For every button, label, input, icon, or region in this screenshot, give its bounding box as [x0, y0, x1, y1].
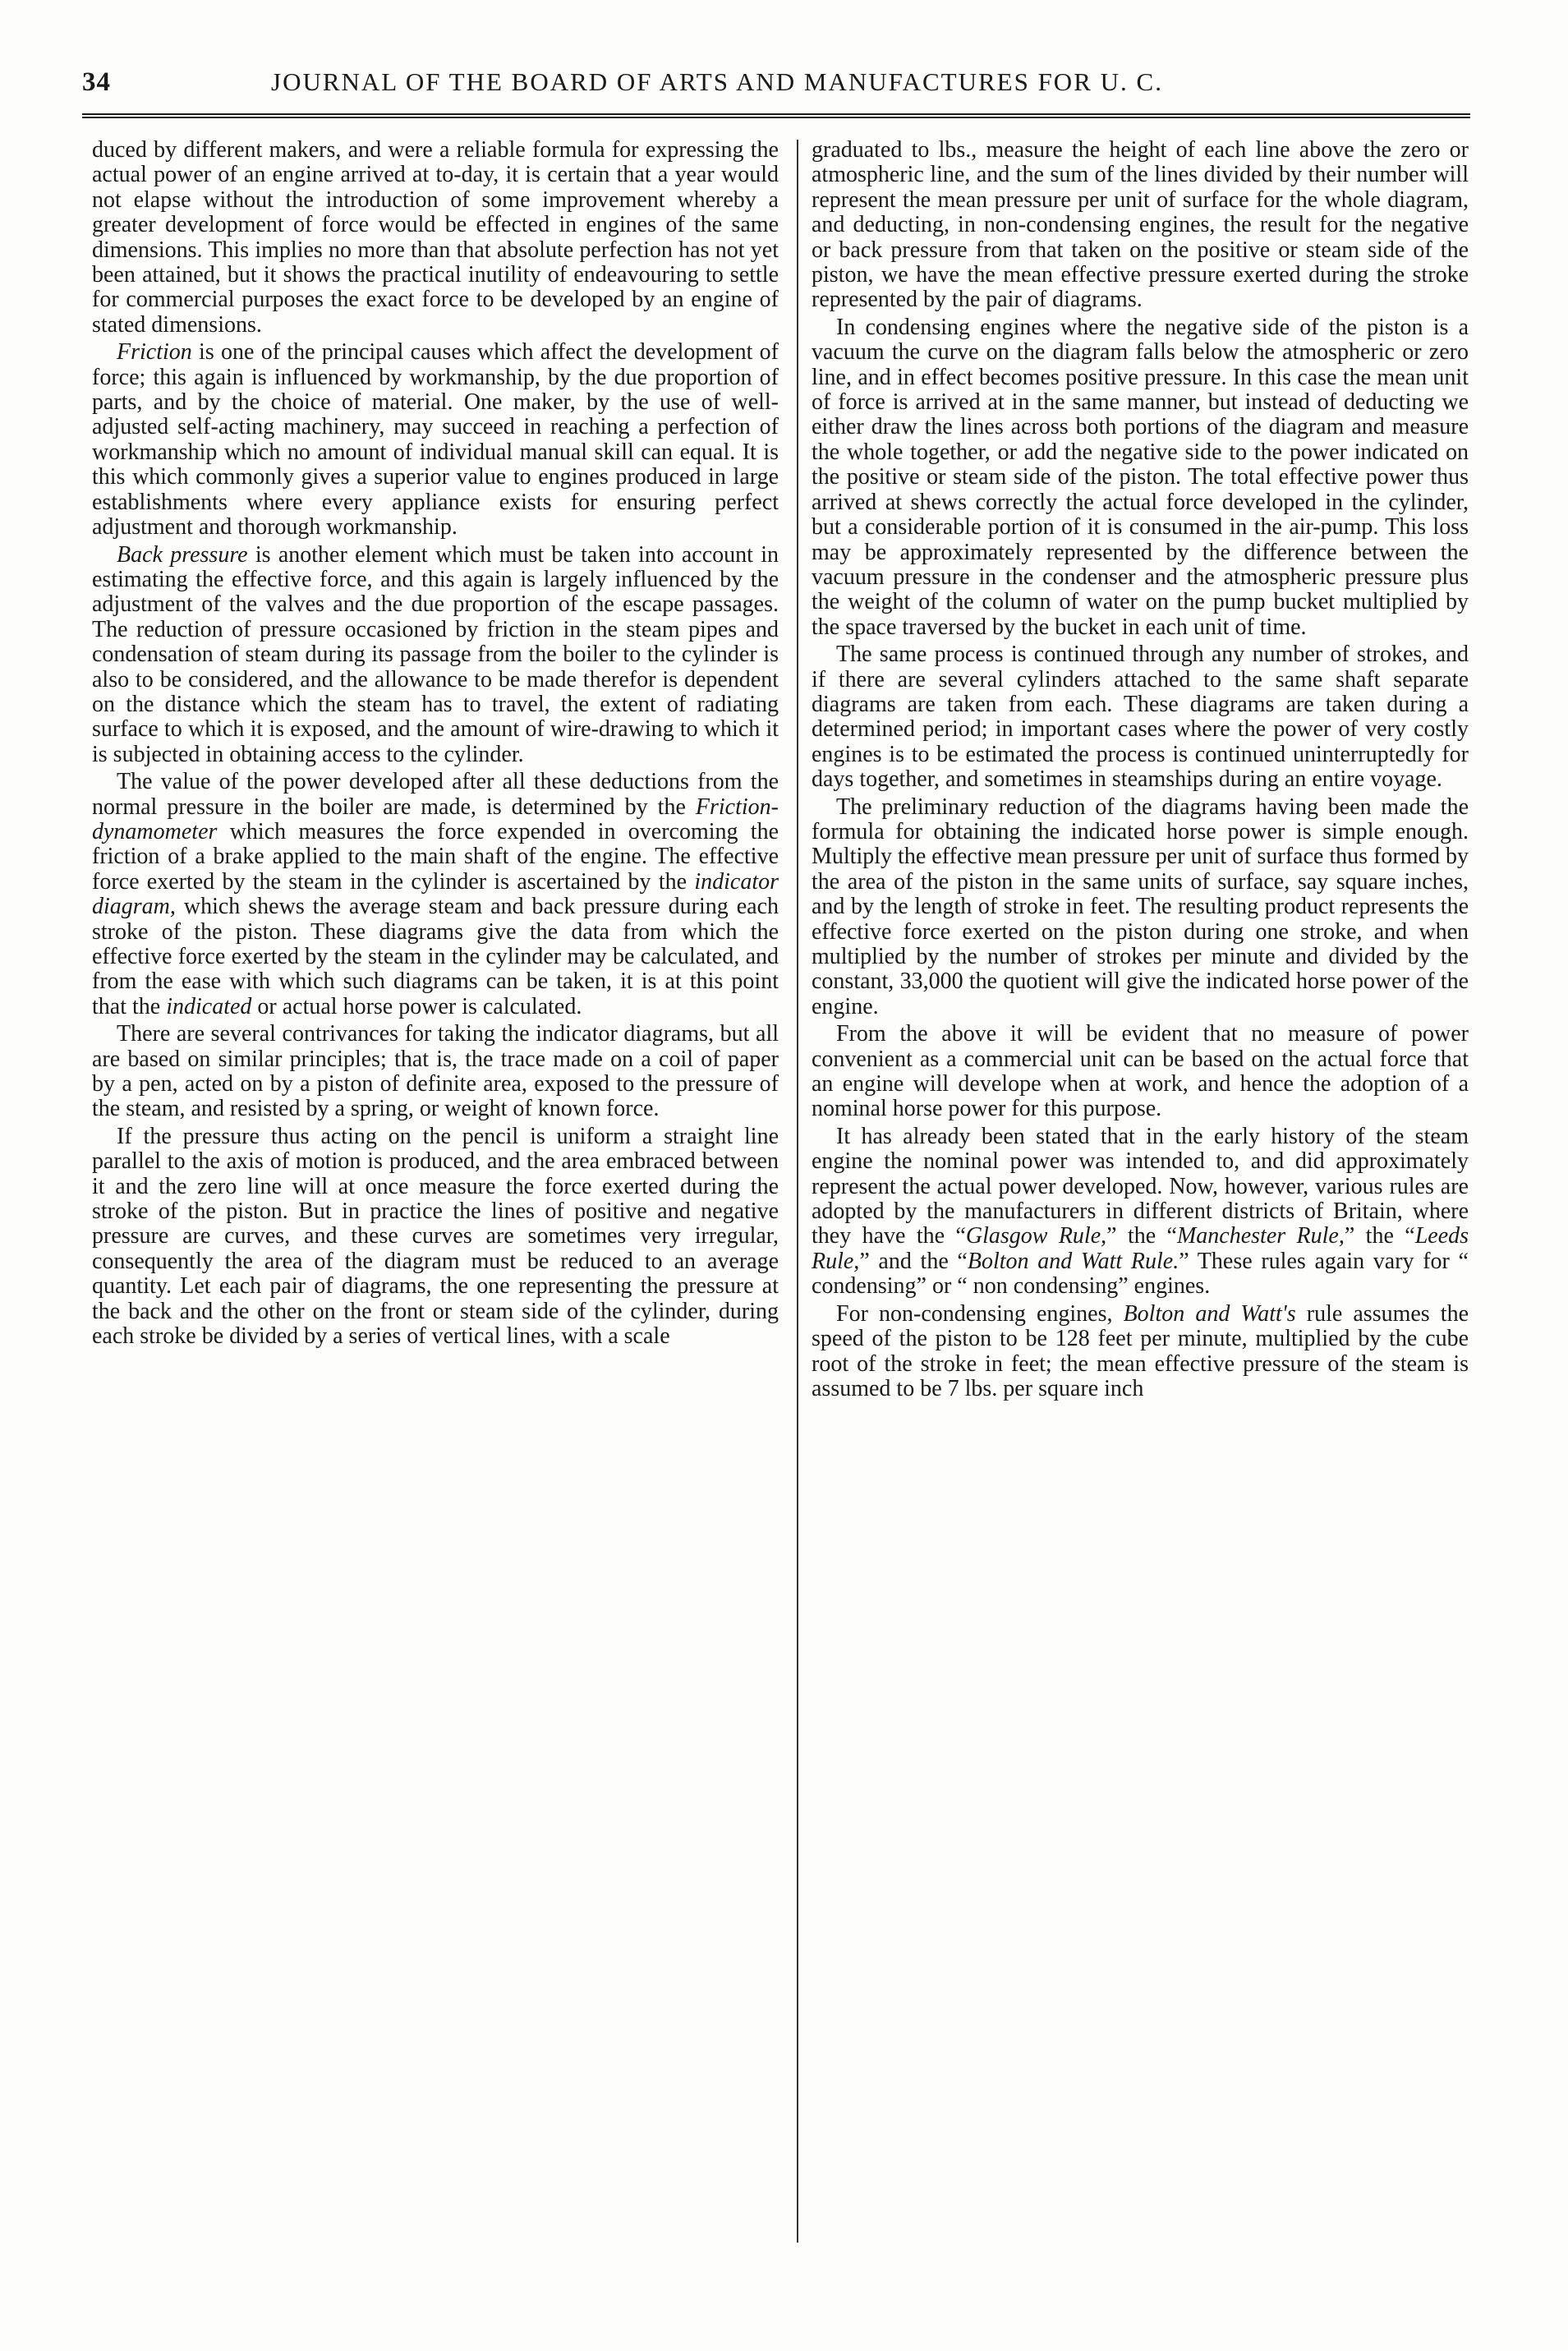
paragraph — [812, 1022, 1469, 1122]
paragraph — [812, 795, 1469, 1020]
text-run: ” the “ — [1106, 1223, 1177, 1249]
text-run: is another element which must be taken into account in estimating the effective force, and this again is largely influenced by the adjustment of the valves and the due proportion of the escape passages. The reduction of pressure occasioned by friction in the steam pipes and condensation of steam during its passage from the boiler to the cylinder is also to be considered, and the allowance to be made therefor is dependent on the distance which the steam has to travel, the extent of radiating surface to which it is exposed, and the amount of wire-drawing to which it is subjected in obtaining access to the cylinder. — [92, 541, 779, 767]
text-run: duced by different makers, and were a reliable formula for expressing the actual power of an engine arrived at to-day, it is certain that a year would not elapse without the introduction of some improvement whereby a greater development of force would be effected in engines of the same dimensions. This implies no more than that absolute perfection has not yet been attained, but it shows the practical inutility of endeavouring to settle for commercial purposes the exact force to be developed by an engine of stated dimensions. — [92, 137, 779, 338]
text-run: ” These rules again vary for “ condensing” or “ non condensing” engines. — [812, 1248, 1469, 1300]
paragraph — [812, 138, 1469, 313]
text-run: From the above it will be evident that no measure of power convenient as a commercial unit can be based on the actual force that an engine will develope when at work, and hence the adoption of a nominal horse power for this purpose. — [812, 1021, 1469, 1122]
right-column — [812, 138, 1469, 1401]
italic-text-run: Back pressure — [117, 541, 248, 568]
italic-text-run: Bolton and Watt Rule. — [967, 1248, 1179, 1274]
italic-text-run: Bolton and Watt's — [1123, 1300, 1296, 1327]
page-header — [82, 67, 1290, 108]
paragraph — [812, 1302, 1469, 1402]
column-divider — [797, 140, 798, 2243]
paragraph — [92, 770, 779, 1019]
text-run: rule assumes the speed of the piston to be 128 feet per minute, multiplied by the cube root of the stroke in feet; the mean effective pressure of the steam is assumed to be 7 lbs. per square inch — [812, 1300, 1469, 1401]
text-run: For non-condensing engines, — [836, 1300, 1124, 1327]
paragraph — [812, 315, 1469, 640]
italic-text-run: Leeds Rule, — [812, 1223, 1469, 1274]
header-rule — [82, 113, 1470, 118]
italic-text-run: Friction — [117, 339, 192, 366]
paragraph — [92, 138, 779, 338]
left-column — [92, 138, 779, 1350]
running-head: JOURNAL OF THE BOARD OF ARTS AND MANUFACTURES FOR U. C. — [271, 67, 1163, 96]
italic-text-run: Friction-dynamometer — [92, 794, 779, 844]
italic-text-run: indicator diagram, — [92, 868, 779, 920]
paragraph — [812, 1125, 1469, 1300]
text-run: which shews the average steam and back pressure during each stroke of the piston. These diagrams give the data from which the effective force exerted by the steam in the cylinder may be calculated, and from the ease with which such diagrams can be taken, it is at this point that the — [92, 894, 779, 1019]
text-run: The value of the power developed after all these deductions from the normal pressure in the boiler are made, is determined by the — [92, 769, 779, 820]
text-run: It has already been stated that in the early history of the steam engine the nominal power was intended to, and did approximately represent the actual power developed. Now, however, various rules are adopted by the manufacturers in different districts of Britain, where they have the “ — [812, 1123, 1469, 1249]
italic-text-run: Glasgow Rule, — [965, 1223, 1107, 1249]
paragraph — [812, 642, 1469, 792]
paragraph — [92, 340, 779, 540]
paragraph — [92, 1125, 779, 1350]
italic-text-run: indicated — [166, 993, 252, 1019]
paragraph — [92, 1022, 779, 1122]
text-run: If the pressure thus acting on the pencil is uniform a straight line parallel to the axis of motion is produced, and the area embraced between it and the zero line will at once measure the force exerted during the stroke of the piston. But in practice the lines of positive and negative pressure are curves, and these curves are sometimes very irregular, consequently the area of the diagram must be reduced to an average quantity. Let each pair of diagrams, the one representing the pressure at the back and the other on the front or steam side of the cylinder, during each stroke be divided by a series of vertical lines, with a scale — [92, 1123, 779, 1350]
text-run: is one of the principal causes which affect the development of force; this again is influenced by workmanship, by the due proportion of parts, and by the choice of material. One maker, by the use of well-adjusted self-acting machinery, may succeed in reaching a perfection of workmanship which no amount of individual manual skill can equal. It is this which commonly gives a superior value to engines produced in large establishments where every appliance exists for ensuring perfect adjustment and thorough workmanship. — [92, 339, 779, 541]
text-run: The same process is continued through any number of strokes, and if there are several cylinders attached to the same shaft separate diagrams are taken from each. These diagrams are taken during a determined period; in important cases where the power of very costly engines is to be estimated the process is continued uninterruptedly for days together, and sometimes in steamships during an entire voyage. — [812, 642, 1469, 793]
text-run: or actual horse power is calculated. — [251, 993, 582, 1019]
text-run: ” and the “ — [859, 1248, 968, 1274]
text-run: The preliminary reduction of the diagrams having been made the formula for obtaining the indicated horse power is simple enough. Multiply the effective mean pressure per unit of surface thus formed by the area of the piston in the same units of surface, say square inches, and by the length of stroke in feet. The resulting product represents the effective force exerted on the piston during one stroke, and when multiplied by the number of strokes per minute and divided by the constant, 33,000 the quotient will give the indicated horse power of the engine. — [812, 794, 1469, 1019]
text-run: ” the “ — [1344, 1223, 1415, 1249]
text-run: graduated to lbs., measure the height of each line above the zero or atmospheric line, and the sum of the lines divided by their number will represent the mean pressure per unit of surface for the whole diagram, and deducting, in non-condensing engines, the result for the negative or back pressure from that taken on the positive or steam side of the piston, we have the mean effective pressure exerted during the stroke represented by the pair of diagrams. — [812, 137, 1469, 313]
text-run: which measures the force expended in overcoming the friction of a brake applied to the main shaft of the engine. The effective force exerted by the steam in the cylinder is ascertained by the — [92, 818, 779, 895]
text-run: In condensing engines where the negative side of the piston is a vacuum the curve on the diagram falls below the atmospheric or zero line, and in effect becomes positive pressure. In this case the mean unit of force is arrived at in the same manner, but instead of deducting we either draw the lines across both portions of the diagram and measure the whole together, or add the negative side to the power indicated on the positive or steam side of the piston. The total effective power thus arrived at shews correctly the actual force developed in the cylinder, but a considerable portion of it is consumed in the air-pump. This loss may be approximately represented by the difference between the vacuum pressure in the condenser and the atmospheric pressure plus the weight of the column of water on the pump bucket multiplied by the space traversed by the bucket in each unit of time. — [812, 314, 1469, 640]
text-run: There are several contrivances for taking the indicator diagrams, but all are based on similar principles; that is, the trace made on a coil of paper by a pen, acted on by a piston of definite area, exposed to the pressure of the steam, and resisted by a spring, or weight of known force. — [92, 1021, 779, 1122]
page-number: 34 — [82, 67, 111, 97]
paragraph — [92, 543, 779, 768]
italic-text-run: Manchester Rule, — [1176, 1223, 1345, 1249]
